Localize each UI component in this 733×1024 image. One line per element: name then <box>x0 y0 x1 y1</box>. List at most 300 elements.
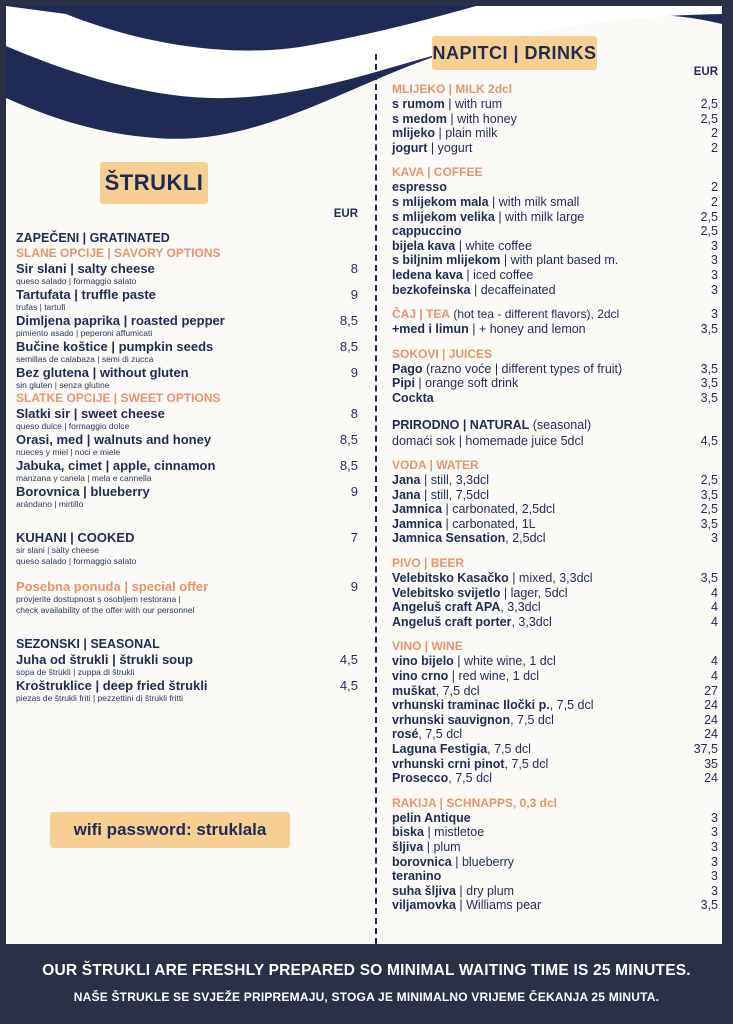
drink-name: s rumom <box>392 97 445 111</box>
item-desc: sin gluten | senza glutine <box>16 380 110 390</box>
drink-price: 3,5 <box>700 361 718 376</box>
drink-section-header <box>392 458 718 473</box>
drink-price: 37,5 <box>693 742 718 756</box>
drink-name: rosé <box>392 727 419 742</box>
drink-name-wrap <box>392 898 541 913</box>
group-subtitle: SLANE OPCIJE | SAVORY OPTIONS <box>16 246 221 260</box>
drink-section-header <box>392 796 718 811</box>
drink-price: 3 <box>711 883 718 898</box>
drink-detail: , 7,5 dcl <box>510 712 554 727</box>
drink-item <box>392 434 718 449</box>
drink-name-wrap <box>392 283 556 298</box>
drink-name-wrap <box>392 434 584 449</box>
drink-item <box>392 586 718 601</box>
drink-name-wrap <box>392 811 471 826</box>
item-price: 9 <box>350 287 358 302</box>
drink-item <box>392 684 718 699</box>
drink-name: Cockta <box>392 390 434 405</box>
drink-item <box>392 811 718 826</box>
gratinated-groups <box>8 246 358 510</box>
item-name: Juha od štrukli | štrukli soup <box>16 652 193 667</box>
menu-item <box>16 365 358 380</box>
drink-name: vrhunski traminac Iločki p. <box>392 698 550 713</box>
drink-detail: , 7,5 dcl <box>549 698 594 713</box>
special-offer-item <box>16 579 358 594</box>
drink-price: 35 <box>704 756 718 771</box>
drink-name: Jamnica <box>392 516 443 531</box>
drink-item <box>392 517 718 532</box>
item-price: 8,5 <box>339 458 358 473</box>
drink-detail: | plain milk <box>435 126 498 141</box>
drink-item <box>392 840 718 855</box>
item-desc: arándano | mirtillo <box>16 499 84 509</box>
seasonal-title: SEZONSKI | SEASONAL <box>16 637 160 651</box>
drink-price: 4 <box>711 614 718 629</box>
item-price: 9 <box>350 484 358 499</box>
drink-price: 3 <box>711 253 718 268</box>
drink-price: 2,5 <box>700 224 718 239</box>
drink-price: 3,5 <box>700 487 718 502</box>
drink-detail: | yogurt <box>427 140 473 155</box>
drink-price: 4 <box>711 654 718 669</box>
drink-detail: (razno voće | different types of fruit) <box>422 361 623 376</box>
drink-item <box>392 362 718 377</box>
drink-name: espresso <box>392 180 447 195</box>
drink-name-wrap <box>392 97 502 112</box>
drink-price: 4 <box>711 585 718 600</box>
drink-section-header <box>392 347 718 362</box>
drink-item <box>392 502 718 517</box>
item-desc: provjerite dostupnost s osobljem restorana | <box>16 594 181 604</box>
drink-price: 3 <box>711 238 718 253</box>
drink-detail: , 7,5 dcl <box>418 727 463 742</box>
drink-price: 2 <box>711 180 718 195</box>
drink-item <box>392 141 718 156</box>
drink-name-wrap <box>392 698 593 713</box>
drink-item <box>392 571 718 586</box>
drink-item <box>392 898 718 913</box>
section-title-note: (seasonal) <box>529 417 592 432</box>
column-divider <box>375 54 377 944</box>
menu-paper <box>6 6 722 944</box>
drink-name: suha šljiva <box>392 883 456 898</box>
drink-name: cappuccino <box>392 224 462 239</box>
drink-item <box>392 126 718 141</box>
drink-name-wrap <box>392 210 584 225</box>
drink-detail: | orange soft drink <box>414 376 519 391</box>
footer-banner <box>0 944 733 1024</box>
drink-name-wrap <box>392 488 489 503</box>
drink-price: 2 <box>711 140 718 155</box>
menu-item <box>16 313 358 328</box>
drink-detail: , 3,3dcl <box>500 600 541 615</box>
drink-name: Prosecco <box>392 771 449 786</box>
drink-price: 3 <box>711 854 718 869</box>
drink-name: biska <box>392 825 424 840</box>
section-title-wrap <box>392 556 464 571</box>
drink-name-wrap <box>392 391 434 406</box>
drink-price: 3,5 <box>700 322 718 337</box>
drink-section-header <box>392 556 718 571</box>
drink-name: viljamovka <box>392 898 456 913</box>
drink-price: 4 <box>711 669 718 684</box>
section-title-wrap <box>392 307 619 322</box>
drink-item <box>392 473 718 488</box>
section-title-wrap <box>392 416 718 434</box>
drink-name: Velebitsko svijetlo <box>392 585 501 600</box>
currency-header: EUR <box>693 66 718 78</box>
drink-item <box>392 742 718 757</box>
drink-name: pelin Antique <box>392 810 471 825</box>
drink-name-wrap <box>392 126 497 141</box>
drink-detail: | decaffeinated <box>470 282 556 297</box>
drink-item <box>392 224 718 239</box>
item-name: Borovnica | blueberry <box>16 484 150 499</box>
item-price: 4,5 <box>339 652 358 667</box>
drink-name-wrap <box>392 600 541 615</box>
drink-detail: | still, 3,3dcl <box>420 473 490 488</box>
drink-name: muškat <box>392 683 436 698</box>
drink-name-wrap <box>392 869 441 884</box>
menu-item <box>16 339 358 354</box>
item-desc: piezas de štrukli friti | pezzettini di štrukli fritti <box>16 693 184 703</box>
drink-detail: , 7,5 dcl <box>448 771 493 786</box>
drink-price: 2,5 <box>700 97 718 111</box>
drink-price: 3 <box>711 825 718 840</box>
drink-name: Velebitsko Kasačko <box>392 571 509 586</box>
drink-name: Jana <box>392 487 421 502</box>
drink-detail: , 2,5dcl <box>505 531 546 546</box>
drink-name-wrap <box>392 825 484 840</box>
drink-detail: | iced coffee <box>462 267 534 282</box>
drink-price: 2,5 <box>700 473 718 488</box>
item-desc: nueces y miel | noci e miele <box>16 447 121 457</box>
drink-name: teranino <box>392 869 442 884</box>
drink-price: 24 <box>704 771 718 786</box>
drink-name: s biljnim mlijekom <box>392 253 501 268</box>
item-price: 8,5 <box>339 313 358 328</box>
drink-name: bezkofeinska <box>392 282 471 297</box>
drink-price: 4 <box>711 600 718 615</box>
item-name: Kroštruklice | deep fried štrukli <box>16 678 208 693</box>
drink-item <box>392 615 718 630</box>
item-price: 8,5 <box>339 432 358 447</box>
drink-detail: | lager, 5dcl <box>500 585 568 600</box>
item-desc: sir slani | salty cheese <box>16 545 99 555</box>
drink-name-wrap <box>392 502 555 517</box>
drink-item <box>392 713 718 728</box>
menu-item <box>16 432 358 447</box>
drink-item <box>392 210 718 225</box>
drink-item <box>392 322 718 337</box>
drink-name-wrap <box>392 615 552 630</box>
item-desc: pimiento asado | peperoni affumicati <box>16 328 153 338</box>
drink-price: 3 <box>711 267 718 282</box>
drink-price: 3 <box>711 531 718 546</box>
drink-detail: , 7,5 dcl <box>487 742 531 756</box>
drink-item <box>392 757 718 772</box>
item-name: Dimljena paprika | roasted pepper <box>16 313 225 328</box>
drink-name-wrap <box>392 713 554 728</box>
section-title: PIVO | BEER <box>392 556 465 571</box>
item-price: 7 <box>350 530 358 545</box>
drink-item <box>392 488 718 503</box>
drink-name-wrap <box>392 771 492 786</box>
menu-item <box>16 678 358 693</box>
drink-name-wrap <box>392 757 548 772</box>
drink-price: 2,5 <box>700 502 718 517</box>
drink-item <box>392 825 718 840</box>
drink-price: 3,5 <box>700 390 718 405</box>
section-title-wrap <box>392 796 557 811</box>
drink-item <box>392 855 718 870</box>
section-title: VINO | WINE <box>392 639 463 654</box>
section-price: 3 <box>711 307 718 322</box>
strukli-column <box>8 208 358 704</box>
drink-detail: | plum <box>423 839 461 854</box>
drink-name: jogurt <box>392 140 428 155</box>
drink-name: Angeluš craft porter <box>392 614 512 629</box>
drink-detail: | red wine, 1 dcl <box>448 669 540 684</box>
drink-name: vrhunski crni pinot <box>392 756 505 771</box>
drink-price: 3 <box>711 282 718 297</box>
menu-item <box>16 652 358 667</box>
drink-name: Jana <box>392 473 421 488</box>
drink-name-wrap <box>392 376 518 391</box>
drink-name-wrap <box>392 654 556 669</box>
drink-item <box>392 268 718 283</box>
drink-detail: , 3,3dcl <box>511 614 552 629</box>
drink-item <box>392 283 718 298</box>
item-name: Tartufata | truffle paste <box>16 287 156 302</box>
item-desc: sopa de štrukli | zuppa di štrukli <box>16 667 135 677</box>
drink-name-wrap <box>392 112 517 127</box>
section-title-wrap <box>392 347 492 362</box>
drink-name-wrap <box>392 253 618 268</box>
drink-name: vrhunski sauvignon <box>392 712 511 727</box>
drink-item <box>392 654 718 669</box>
item-name: KUHANI | COOKED <box>16 530 135 545</box>
drink-detail: | mistletoe <box>423 825 485 840</box>
section-title: MLIJEKO | MILK 2dcl <box>392 82 513 96</box>
drink-detail: | still, 7,5dcl <box>420 487 490 502</box>
drink-name: +med i limun <box>392 322 469 337</box>
drink-name: Jamnica Sensation <box>392 531 506 546</box>
drink-price: 2,5 <box>700 111 718 126</box>
drink-item <box>392 112 718 127</box>
drink-price: 2 <box>711 126 718 141</box>
drink-name: s mlijekom velika <box>392 209 495 224</box>
item-desc: queso salado | formaggio salato <box>16 556 137 566</box>
drink-name: Jamnica <box>392 502 443 517</box>
footer-line-en: OUR ŠTRUKLI ARE FRESHLY PREPARED SO MINIMAL WAITING TIME IS 25 MINUTES. <box>42 962 691 979</box>
item-name: Slatki sir | sweet cheese <box>16 406 165 421</box>
drink-price: 2,5 <box>700 209 718 224</box>
drink-item <box>392 727 718 742</box>
drink-name: mlijeko <box>392 126 436 141</box>
drink-price: 24 <box>704 712 718 727</box>
wifi-password: wifi password: struklala <box>50 812 290 848</box>
drink-item <box>392 771 718 786</box>
drink-detail: | white coffee <box>455 238 532 253</box>
drink-price: 24 <box>704 727 718 742</box>
drink-detail: | dry plum <box>455 883 515 898</box>
drink-name: Pago <box>392 361 423 376</box>
drink-price: 4,5 <box>700 433 718 448</box>
drink-item <box>392 253 718 268</box>
drink-name-wrap <box>392 684 480 699</box>
drink-item <box>392 698 718 713</box>
drink-name: vino bijelo <box>392 654 454 669</box>
item-price: 9 <box>350 365 358 380</box>
menu-item <box>16 261 358 276</box>
drink-item <box>392 97 718 112</box>
drink-name: s medom <box>392 111 447 126</box>
drink-detail: | + honey and lemon <box>468 322 586 337</box>
item-desc: queso dulce | formaggio dolce <box>16 421 130 431</box>
drink-price: 24 <box>704 698 718 713</box>
drink-price: 3,5 <box>700 898 718 913</box>
drink-name-wrap <box>392 224 461 239</box>
drink-item <box>392 180 718 195</box>
section-title-wrap <box>392 165 482 180</box>
section-title: SOKOVI | JUICES <box>392 346 493 361</box>
item-name: Orasi, med | walnuts and honey <box>16 432 212 447</box>
drink-price: 2 <box>711 194 718 209</box>
drink-detail: | Williams pear <box>455 898 542 913</box>
drink-section-header <box>392 639 718 654</box>
drink-item <box>392 600 718 615</box>
drink-section-header <box>392 307 718 322</box>
drink-name: šljiva <box>392 839 424 854</box>
drink-price: 3 <box>711 839 718 854</box>
section-title: ČAJ | TEA <box>392 307 451 322</box>
menu-item <box>16 287 358 302</box>
drinks-column <box>392 66 718 913</box>
drink-name-wrap <box>392 727 462 742</box>
menu-item <box>16 406 358 421</box>
drink-name-wrap <box>392 362 622 377</box>
item-desc: manzana y canela | mela e cannella <box>16 473 152 483</box>
drink-detail: | with milk small <box>488 194 580 209</box>
section-title: RAKIJA | SCHNAPPS, 0,3 dcl <box>392 795 557 810</box>
drink-item <box>392 376 718 391</box>
item-desc: check availability of the offer with our personnel <box>16 605 195 615</box>
drink-detail: | with milk large <box>494 209 585 224</box>
cooked-item <box>16 530 358 545</box>
drink-detail: | white wine, 1 dcl <box>453 654 556 669</box>
drink-name: borovnica <box>392 854 452 869</box>
drink-detail: | carbonated, 2,5dcl <box>442 502 556 517</box>
item-desc: trufas | tartufi <box>16 302 66 312</box>
menu-item <box>16 458 358 473</box>
item-name: Sir slani | salty cheese <box>16 261 155 276</box>
drink-section-header <box>392 82 718 97</box>
item-desc: queso salado | formaggio salato <box>16 276 137 286</box>
section-title-wrap <box>392 458 479 473</box>
drink-detail: , 7,5 dcl <box>504 756 549 771</box>
drink-item <box>392 195 718 210</box>
drink-name-wrap <box>392 180 447 195</box>
item-price: 8,5 <box>339 339 358 354</box>
drink-name-wrap <box>392 884 514 899</box>
drink-name-wrap <box>392 571 593 586</box>
drink-detail: | with honey <box>446 111 517 126</box>
drink-detail: | with plant based m. <box>500 253 619 268</box>
drink-name: Laguna Festigia <box>392 742 488 756</box>
drink-detail: | mixed, 3,3dcl <box>508 571 593 586</box>
drink-item <box>392 869 718 884</box>
section-title-wrap <box>392 639 463 654</box>
drinks-title: NAPITCI | DRINKS <box>432 36 597 70</box>
drink-name-wrap <box>392 517 536 532</box>
drink-name-wrap <box>392 855 514 870</box>
item-price: 4,5 <box>339 678 358 693</box>
currency-header: EUR <box>333 208 358 220</box>
strukli-title: ŠTRUKLI <box>100 162 208 204</box>
item-price: 8 <box>350 406 358 421</box>
section-title: KAVA | COFFEE <box>392 165 483 180</box>
section-title: PRIRODNO | NATURAL <box>392 417 530 432</box>
drink-detail: domaći sok | homemade juice 5dcl <box>392 433 584 448</box>
drink-name: Angeluš craft APA <box>392 600 501 615</box>
drink-name-wrap <box>392 322 586 337</box>
menu-item <box>16 484 358 499</box>
drink-detail: | with rum <box>444 97 503 111</box>
drink-name: s mlijekom mala <box>392 194 489 209</box>
drink-name-wrap <box>392 742 531 757</box>
drink-name-wrap <box>392 473 489 488</box>
drink-name-wrap <box>392 840 461 855</box>
drink-price: 3 <box>711 869 718 884</box>
section-title: ZAPEČENI | GRATINATED <box>16 231 170 245</box>
item-price: 8 <box>350 261 358 276</box>
drink-name-wrap <box>392 239 532 254</box>
drink-item <box>392 391 718 406</box>
item-name: Jabuka, cimet | apple, cinnamon <box>16 458 216 473</box>
section-title-wrap <box>392 82 512 97</box>
drink-name-wrap <box>392 531 546 546</box>
seasonal-items <box>16 652 358 704</box>
drink-name: vino crno <box>392 669 449 684</box>
item-desc: semillas de calabaza | semi di zucca <box>16 354 154 364</box>
drink-name: bijela kava <box>392 238 456 253</box>
section-title-note: (hot tea - different flavors), 2dcl <box>450 307 620 322</box>
drink-name: ledena kava <box>392 267 463 282</box>
drink-section-header <box>392 165 718 180</box>
drinks-sections <box>392 82 718 913</box>
drink-price: 27 <box>704 683 718 698</box>
drink-name-wrap <box>392 586 568 601</box>
item-name: Bučine koštice | pumpkin seeds <box>16 339 214 354</box>
item-name: Posebna ponuda | special offer <box>16 579 209 594</box>
drink-price: 3,5 <box>700 571 718 586</box>
item-name: Bez glutena | without gluten <box>16 365 189 380</box>
drink-name-wrap <box>392 268 533 283</box>
drink-item <box>392 884 718 899</box>
drink-item <box>392 531 718 546</box>
drink-item <box>392 669 718 684</box>
drink-detail: | carbonated, 1L <box>442 516 536 531</box>
drink-price: 3,5 <box>700 376 718 391</box>
group-subtitle: SLATKE OPCIJE | SWEET OPTIONS <box>16 391 221 405</box>
drink-detail: , 7,5 dcl <box>435 683 480 698</box>
section-title: VODA | WATER <box>392 458 479 473</box>
footer-line-hr: NAŠE ŠTRUKLE SE SVJEŽE PRIPREMAJU, STOGA JE MINIMALNO VRIJEME ČEKANJA 25 MINUTA. <box>73 990 660 1004</box>
drink-name: Pipi <box>392 376 415 391</box>
drink-name-wrap <box>392 141 472 156</box>
drink-price: 3 <box>711 810 718 825</box>
